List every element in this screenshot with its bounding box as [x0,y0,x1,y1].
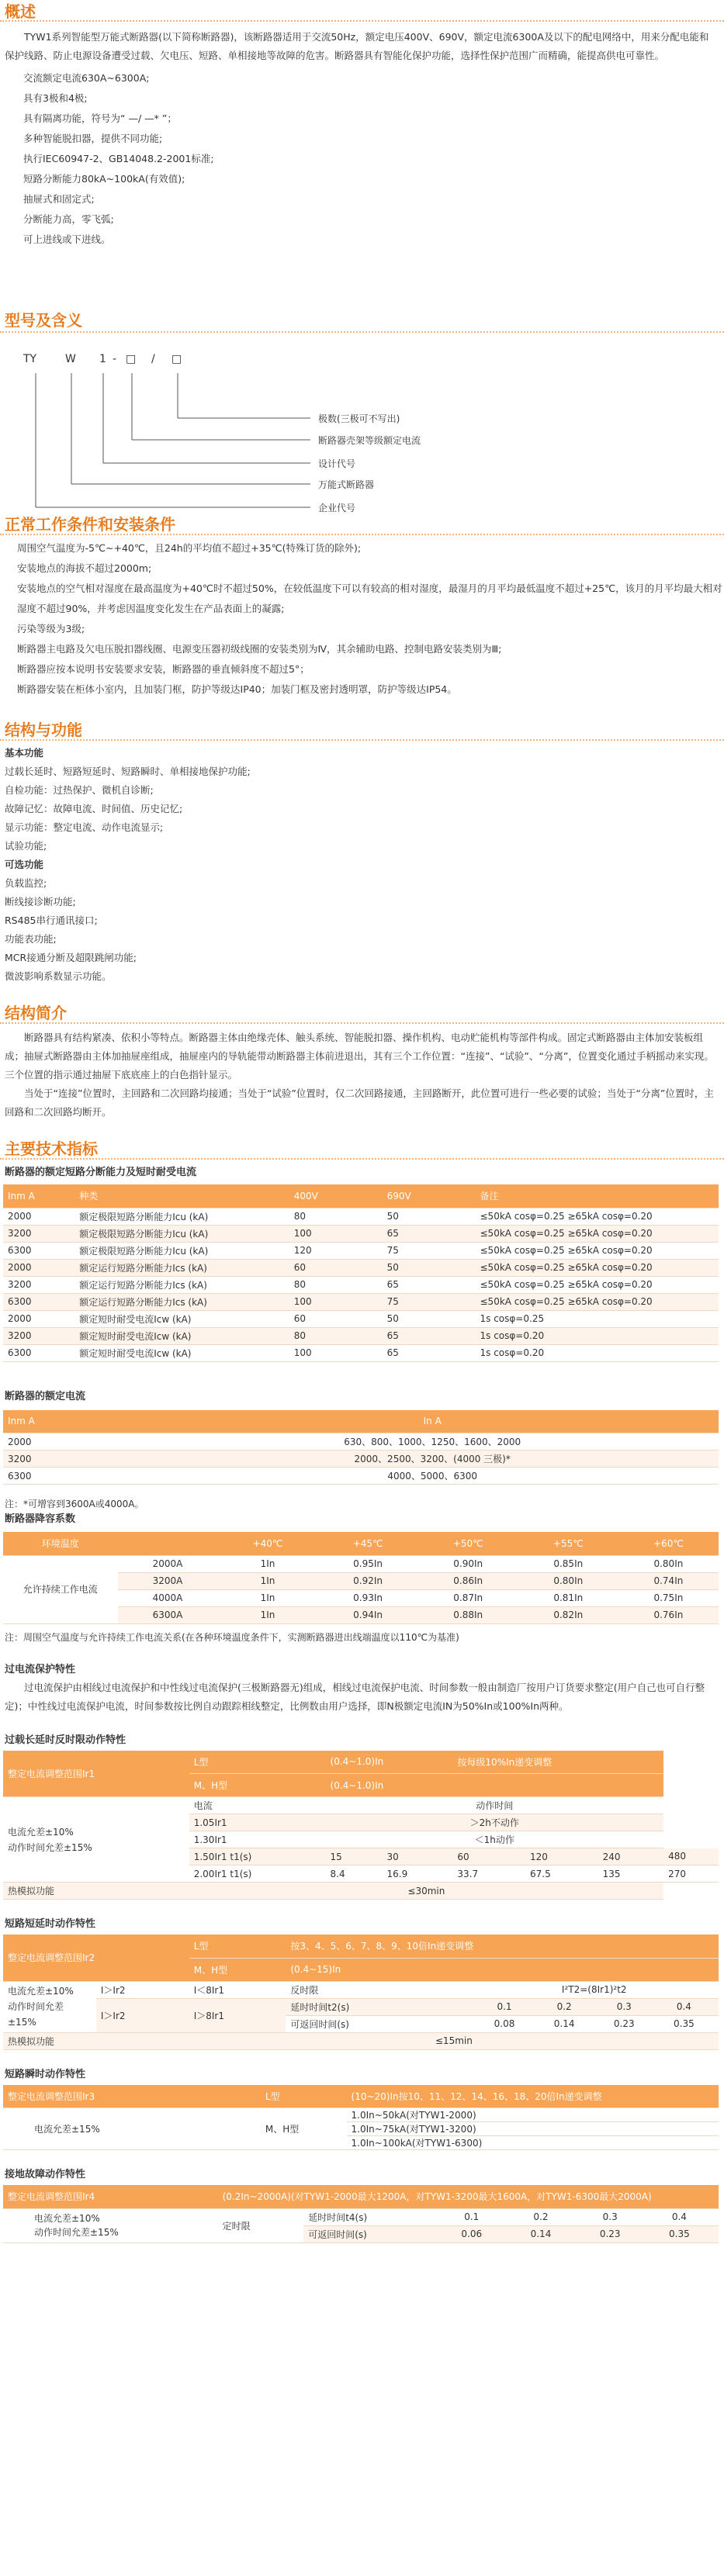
t1-cell: 3200 [3,1276,74,1293]
t4-h2: L型 [189,1751,326,1774]
short-delay-table [3,1935,719,2050]
t1-cell: 额定短时耐受电流Icw (kA) [74,1327,289,1344]
structure-item: 微波影响系数显示功能。 [5,970,112,982]
brief-p2: 当处于“连接”位置时，主回路和二次回路均接通；当处于“试验”位置时，仅二次回路接通，主回路断开，此位置可进行一些必要的试验；当处于“分离”位置时，主回路和二次回路均断开。 [5,1087,714,1118]
t7-value: 0.35 [669,2228,690,2239]
t1-cell: 1s cosφ=0.25 [476,1310,719,1327]
t4-cell: 33.7 [452,1865,525,1883]
t1-cell: 65 [383,1225,476,1242]
t3-cell: 4000A [118,1589,218,1606]
t7-label1: 电流允差±10% [34,2213,100,2224]
t3-cell: 1In [217,1555,317,1572]
structure-item: 功能表功能; [5,933,57,945]
t3-cell: 0.93In [318,1589,418,1606]
t2-row [3,1468,719,1485]
t1-row [3,1344,719,1361]
t5-value: 0.14 [553,2018,575,2029]
t1-cell: 2000 [3,1208,74,1225]
t4-r2-a: 1.30Ir1 [189,1831,326,1848]
t1-cell: 100 [289,1225,383,1242]
brief-title: 结构简介 [0,1001,724,1024]
structure-item: 负载监控; [5,877,47,889]
t5-c5: I＞Ir2 [96,1998,189,2032]
overview-feature: 交流额定电流630A~6300A; [23,72,150,84]
t1-row [3,1259,719,1276]
brief-p1: 断路器具有结构紧凑、依积小等特点。断路器主体由绝缘壳体、触头系统、智能脱扣器、操作机构、电动贮能机构等部件构成。固定式断路器由主体加安装板组成；抽屉式断路器由主体加抽屉座组成，抽屉座内的导轨能带动断路器主体前进退出，其有三个工作位置：“连接”、“试验”、“分离”，位置变化通过手柄摇动来实现。三个位置的指示通过抽屉下底底座上的白色指针显示。 [5,1032,714,1081]
t7-v1-values [437,2211,714,2222]
t3-row [3,1555,719,1572]
t4-h3: (0.4~1.0)In [326,1751,453,1774]
t5-c1: I＞Ir2 [96,1981,189,1998]
model-legend-poles: 极数(三极可不写出) [318,413,400,424]
t4-cell: 135 [598,1865,663,1883]
t5-label1: 电流允差±10% [8,1986,74,1997]
t7-caption: 接地故障动作特性 [5,2169,86,2180]
model-code-slash: / [151,353,155,365]
t3-header-cell: +50℃ [418,1532,518,1555]
t1-cell: 65 [383,1327,476,1344]
t3-cell: 0.90In [418,1555,518,1572]
t7-v1 [432,2208,719,2225]
t6-val3: 1.0In~100kA(对TYW1-6300) [347,2136,719,2150]
t1-cell: 6300 [3,1242,74,1259]
t3-cell: 0.86In [418,1572,518,1589]
ground-fault-table [3,2185,719,2243]
t1-cell: 额定运行短路分断能力Ics (kA) [74,1293,289,1310]
t1-cell: ≤50kA cosφ=0.25 ≥65kA cosφ=0.20 [476,1242,719,1259]
t4-r5-a: 热模拟功能 [3,1883,189,1900]
t1-cell: 50 [383,1208,476,1225]
t5-c2: I＜8Ir1 [193,1984,225,1996]
t4-col2: 动作时间 [326,1797,664,1814]
t3-cell: 0.74In [618,1572,719,1589]
t3-note: 注：周围空气温度与允许持续工作电流关系(在各种环境温度条件下，实测断路器进出线端温度以110℃为基准) [5,1631,459,1643]
t1-cell: 额定极限短路分断能力Icu (kA) [74,1242,289,1259]
structure-item: 显示功能：整定电流、动作电流显示; [5,821,164,833]
t1-cell: 3200 [3,1327,74,1344]
t5-value: 0.1 [497,2001,512,2012]
t7-label2: 动作时间允差±15% [34,2227,119,2238]
t4-cell: 2.00Ir1 t1(s) [189,1865,326,1883]
t5-value: 0.2 [556,2001,572,2012]
t1-cell: ≤50kA cosφ=0.25 ≥65kA cosφ=0.20 [476,1276,719,1293]
structure-item: 试验功能; [5,840,47,852]
structure-section [0,717,724,986]
conditions-list [0,538,724,700]
overview-section [0,0,724,250]
t1-cell: 50 [383,1259,476,1276]
protect-text: 过电流保护由相线过电流保护和中性线过电流保护(三极断路器无)组成，相线过电流保护电流、时间参数一般由制造厂按用户订货要求整定(用户自己也可自行整定)；中性线过电流保护电流，时间参数按比例自动跟踪相线整定，比例数由用户选择，即N极额定电流IN为50%In或100%In两种。 [5,1681,705,1712]
t1-cell: 6300 [3,1344,74,1361]
instantaneous-table [3,2085,719,2151]
t4-cell: 240 [598,1848,663,1865]
t7-value: 0.4 [671,2211,687,2222]
t5-c9: 可返回时间(s) [286,2015,469,2032]
overview-intro: TYW1系列智能型万能式断路器(以下简称断路器)，该断路器适用于交流50Hz，额定电压400V、690V，额定电流6300A及以下的配电网络中，用来分配电能和保护线路、防止电源设备遭受过载、欠电压、短路、单相接地等故障的危害。断路器具有智能化保护功能，选择性保护范围广而精确，能提高供电可靠性。 [5,31,709,61]
t4-label1: 电流允差±10% [8,1826,74,1838]
t5-c8: 延时时间t2(s) [286,1998,469,2015]
t4-caption: 过载长延时反时限动作特性 [5,1734,126,1746]
t4-cell: 270 [663,1865,719,1883]
t5-v1 [469,1998,719,2015]
conditions-section [0,512,724,700]
t1-row [3,1242,719,1259]
t1-cell: 50 [383,1310,476,1327]
t6-label2: M、H型 [261,2108,347,2150]
t5-c3: 反时限 [286,1981,469,1998]
conditions-title: 正常工作条件和安装条件 [0,512,724,535]
t3-cell: 0.94In [318,1606,418,1623]
t7-c1: 定时限 [218,2208,304,2242]
t4-cell: 1.50Ir1 t1(s) [189,1848,326,1865]
model-code-w: W [65,353,76,365]
t5-h6: (0.4~15)In [286,1958,719,1981]
t1-cell: 额定运行短路分断能力Ics (kA) [74,1259,289,1276]
t1-row [3,1225,719,1242]
t1-cell: ≤50kA cosφ=0.25 ≥65kA cosφ=0.20 [476,1293,719,1310]
t5-h5: M、H型 [189,1958,286,1981]
t1-cell: 额定运行短路分断能力Ics (kA) [74,1276,289,1293]
t6-h3: (10~20)In按10、11、12、14、16、18、20倍In递变调整 [347,2085,719,2108]
t1-cell: 额定短时耐受电流Icw (kA) [74,1310,289,1327]
t4-h1: 整定电流调整范围Ir1 [3,1751,189,1797]
structure-item: 基本功能 [5,747,44,759]
t4-label2: 动作时间允差±15% [8,1841,92,1853]
t2-header-row [3,1410,719,1433]
t2-note: 注：*可增容到3600A或4000A。 [5,1499,144,1509]
t3-cell: 0.95In [318,1555,418,1572]
t4-r2-b: ＜1h动作 [326,1831,664,1848]
t2-header-cell: Inm A [3,1410,146,1433]
condition-item: 安装地点的海拔不超过2000m; [17,562,152,574]
t1-cell: 1s cosφ=0.20 [476,1327,719,1344]
t4-cell: 60 [452,1848,525,1865]
t3-cell: 0.75In [618,1589,719,1606]
t1-cell: 80 [289,1327,383,1344]
overview-feature: 短路分断能力80kA~100kA(有效值); [23,173,185,185]
t1-cell: 75 [383,1242,476,1259]
model-code-box1: □ [126,353,137,365]
t1-row [3,1327,719,1344]
t7-c3: 可返回时间(s) [303,2225,432,2242]
t1-cell: 65 [383,1276,476,1293]
t3-cell: 0.82In [518,1606,618,1623]
t4-cell: 16.9 [383,1865,453,1883]
model-code-1: 1 [99,353,106,365]
t1-cell: 60 [289,1310,383,1327]
t4-r1-a: 1.05Ir1 [189,1814,326,1831]
overview-feature: 分断能力高，零飞弧; [23,213,114,225]
t6-caption: 短路瞬时动作特性 [5,2068,86,2080]
t3-header-cell: +45℃ [318,1532,418,1555]
t6-h1: 整定电流调整范围Ir3 [3,2085,261,2108]
t1-cell: 额定极限短路分断能力Icu (kA) [74,1208,289,1225]
t1-cell: 1s cosφ=0.20 [476,1344,719,1361]
t7-h1: 整定电流调整范围Ir4 [3,2185,218,2208]
t7-v2 [432,2225,719,2242]
t4-cell: 120 [525,1848,598,1865]
breaking-capacity-table [3,1184,719,1362]
t1-header-row [3,1184,719,1208]
t5-h1: 整定电流调整范围Ir2 [3,1935,189,1981]
t3-cell: 0.85In [518,1555,618,1572]
condition-item: 周围空气温度为-5℃~+40℃，且24h的平均值不超过+35℃(特殊订货的除外); [17,542,362,554]
t6-val1: 1.0In~50kA(对TYW1-2000) [347,2108,719,2122]
structure-item: 自检功能：过热保护、微机自诊断; [5,784,154,796]
t6-val2: 1.0In~75kA(对TYW1-3200) [347,2122,719,2136]
model-section [0,306,724,527]
t1-header-cell: 400V [289,1184,383,1208]
t4-cell: 15 [326,1848,383,1865]
t4-h5: M、H型 [189,1774,326,1797]
t2-cell: 6300 [3,1468,146,1485]
t1-row [3,1310,719,1327]
model-code-ty: TY [23,353,37,365]
t5-caption: 短路短延时动作特性 [5,1918,96,1930]
t2-header-cell: In A [146,1410,719,1433]
t5-c6: I＞8Ir1 [189,1998,286,2032]
t1-cell: 额定极限短路分断能力Icu (kA) [74,1225,289,1242]
t3-cell: 0.80In [518,1572,618,1589]
brief-section [0,1001,724,1122]
t5-h3: 按3、4、5、6、7、8、9、10倍In递变调整 [286,1935,719,1958]
model-title: 型号及含义 [0,306,724,333]
model-legend-type: 万能式断路器 [318,479,375,490]
model-legend-frame: 断路器壳架等级额定电流 [318,435,421,446]
overview-feature: 执行IEC60947-2、GB14048.2-2001标准; [23,153,214,164]
t1-cell: 80 [289,1208,383,1225]
t3-header-row [3,1532,719,1555]
t1-cell: 120 [289,1242,383,1259]
overview-feature: 抽屉式和固定式; [23,193,95,205]
t5-r5-a: 热模拟功能 [3,2032,189,2049]
t5-v2-values [474,2018,714,2029]
model-code-box2: □ [171,353,182,365]
t2-row [3,1451,719,1468]
t7-h2: (0.2In~2000A)(对TYW1-2000最大1200A，对TYW1-3200最大1600A，对TYW1-6300最大2000A) [218,2185,719,2208]
structure-item: 过载长延时、短路短延时、短路瞬时、单相接地保护功能; [5,766,251,777]
t7-value: 0.1 [464,2211,480,2222]
rated-current-table [3,1410,719,1485]
t3-cell: 3200A [118,1572,218,1589]
overload-table [3,1751,719,1900]
t4-cell: 30 [383,1848,453,1865]
t2-cell: 2000 [3,1433,146,1451]
condition-item: 安装地点的空气相对湿度在最高温度为+40℃时不超过50%，在较低温度下可以有较高的相对湿度，最湿月的月平均最低温度不超过+25℃，该月的月平均最大相对湿度不超过90%，并考虑因温度变化发生在产品表面上的凝露; [17,583,722,614]
t7-value: 0.3 [602,2211,618,2222]
t3-header-cell [118,1532,218,1555]
t5-value: 0.3 [616,2001,632,2012]
structure-list [0,744,724,986]
t1-cell: ≤50kA cosφ=0.25 ≥65kA cosφ=0.20 [476,1259,719,1276]
model-code-dash: - [113,353,117,365]
t7-value: 0.23 [599,2228,621,2239]
t3-cell: 1In [217,1606,317,1623]
overview-feature: 具有3极和4极; [23,92,88,104]
t2-cell: 630、800、1000、1250、1600、2000 [146,1433,719,1451]
t4-h4: 按每级10%In递变调整 [452,1751,663,1774]
t5-value: 0.35 [674,2018,695,2029]
t5-value: 0.08 [494,2018,515,2029]
overview-features [0,68,724,250]
t4-r5-b: ≤30min [189,1883,663,1900]
t3-cell: 0.80In [618,1555,719,1572]
t2-cell: 3200 [3,1451,146,1468]
t1-header-cell: 备注 [476,1184,719,1208]
t3-cell: 2000A [118,1555,218,1572]
t3-cell: 0.76In [618,1606,719,1623]
t1-cell: 6300 [3,1293,74,1310]
t3-cell: 6300A [118,1606,218,1623]
t3-header-cell: +55℃ [518,1532,618,1555]
model-legend-design: 设计代号 [318,458,356,469]
t1-cell: 3200 [3,1225,74,1242]
t1-row [3,1208,719,1225]
structure-item: 断线接诊断功能; [5,896,76,908]
t5-value: 0.23 [613,2018,635,2029]
condition-item: 断路器应按本说明书安装要求安装，断路器的垂直倾斜度不超过5°； [17,663,310,675]
t1-cell: 75 [383,1293,476,1310]
overview-title: 概述 [0,0,724,22]
t3-header-cell: +40℃ [217,1532,317,1555]
t1-cell: ≤50kA cosφ=0.25 ≥65kA cosφ=0.20 [476,1225,719,1242]
structure-title: 结构与功能 [0,717,724,741]
t7-c2: 延时时间t4(s) [303,2208,432,2225]
t1-row [3,1276,719,1293]
t1-caption: 断路器的额定短路分断能力及短时耐受电流 [5,1167,197,1178]
t7-value: 0.06 [461,2228,483,2239]
t3-cell: 0.81In [518,1589,618,1606]
t6-label1: 电流允差±15% [3,2108,261,2150]
t3-cell: 1In [217,1572,317,1589]
t4-cell: 67.5 [525,1865,598,1883]
t4-r1-b: ＞2h不动作 [326,1814,664,1831]
structure-item: 故障记忆：故障电流、时间值、历史记忆; [5,803,183,814]
t4-cell: 480 [663,1848,719,1865]
structure-item: RS485串行通讯接口; [5,915,98,926]
t5-v1-values [474,2001,714,2012]
t2-row [3,1433,719,1451]
t1-cell: 100 [289,1293,383,1310]
overview-feature: 具有隔离功能，符号为“ —/ —* ”； [23,112,177,124]
t4-col1: 电流 [189,1797,326,1814]
t3-caption: 断路器降容系数 [5,1513,76,1525]
t3-header-cell: +60℃ [618,1532,719,1555]
t3-cell: 0.92In [318,1572,418,1589]
t3-cell: 1In [217,1589,317,1606]
t5-c4: I²T2=(8Ir1)²t2 [469,1981,719,1998]
specs-section [0,1136,724,2243]
t5-v2 [469,2015,719,2032]
t2-caption: 断路器的额定电流 [5,1390,86,1402]
t1-cell: 2000 [3,1310,74,1327]
t1-cell: ≤50kA cosφ=0.25 ≥65kA cosφ=0.20 [476,1208,719,1225]
t3-row-label: 允许持续工作电流 [3,1555,118,1623]
condition-item: 断路器安装在柜体小室内，且加装门框，防护等级达IP40；加装门框及密封透明罩，防护等级达IP54。 [17,683,457,695]
t3-cell: 0.87In [418,1589,518,1606]
t2-cell: 4000、5000、6300 [146,1468,719,1485]
t1-cell: 60 [289,1259,383,1276]
t1-cell: 2000 [3,1259,74,1276]
t1-cell: 65 [383,1344,476,1361]
t1-header-cell: 690V [383,1184,476,1208]
specs-title: 主要技术指标 [0,1136,724,1160]
model-diagram-lines [0,333,724,527]
t2-cell: 2000、2500、3200、(4000 三极)* [146,1451,719,1468]
t5-label2: 动作时间允差±15% [8,2001,64,2028]
t1-header-cell: Inm A [3,1184,74,1208]
t1-cell: 80 [289,1276,383,1293]
t6-h2: L型 [261,2085,347,2108]
t1-header-cell: 种类 [74,1184,289,1208]
t1-cell: 100 [289,1344,383,1361]
t7-v2-values [437,2228,714,2239]
t3-header-cell: 环境温度 [3,1532,118,1555]
t5-r5-b: ≤15min [189,2032,719,2049]
model-diagram [0,333,724,527]
t5-value: 0.4 [676,2001,691,2012]
condition-item: 污染等级为3级; [17,623,85,634]
t1-row [3,1293,719,1310]
t7-value: 0.2 [533,2211,549,2222]
t5-h2: L型 [189,1935,286,1958]
t3-cell: 0.88In [418,1606,518,1623]
t1-cell: 额定短时耐受电流Icw (kA) [74,1344,289,1361]
t7-value: 0.14 [530,2228,552,2239]
t4-cell: 8.4 [326,1865,383,1883]
derating-table [3,1532,719,1624]
condition-item: 断路器主电路及欠电压脱扣器线圈、电源变压器初级线圈的安装类别为Ⅳ，其余辅助电路、控制电路安装类别为Ⅲ; [17,643,502,655]
t4-h6: (0.4~1.0)In [326,1774,664,1797]
model-legend-company: 企业代号 [318,503,356,513]
overview-feature: 可上进线或下进线。 [23,233,111,245]
protect-caption: 过电流保护特性 [5,1663,76,1675]
structure-item: MCR接通分断及超限跳闸功能; [5,952,137,963]
structure-item: 可选功能 [5,859,44,870]
overview-feature: 多种智能脱扣器，提供不同功能; [23,133,163,144]
